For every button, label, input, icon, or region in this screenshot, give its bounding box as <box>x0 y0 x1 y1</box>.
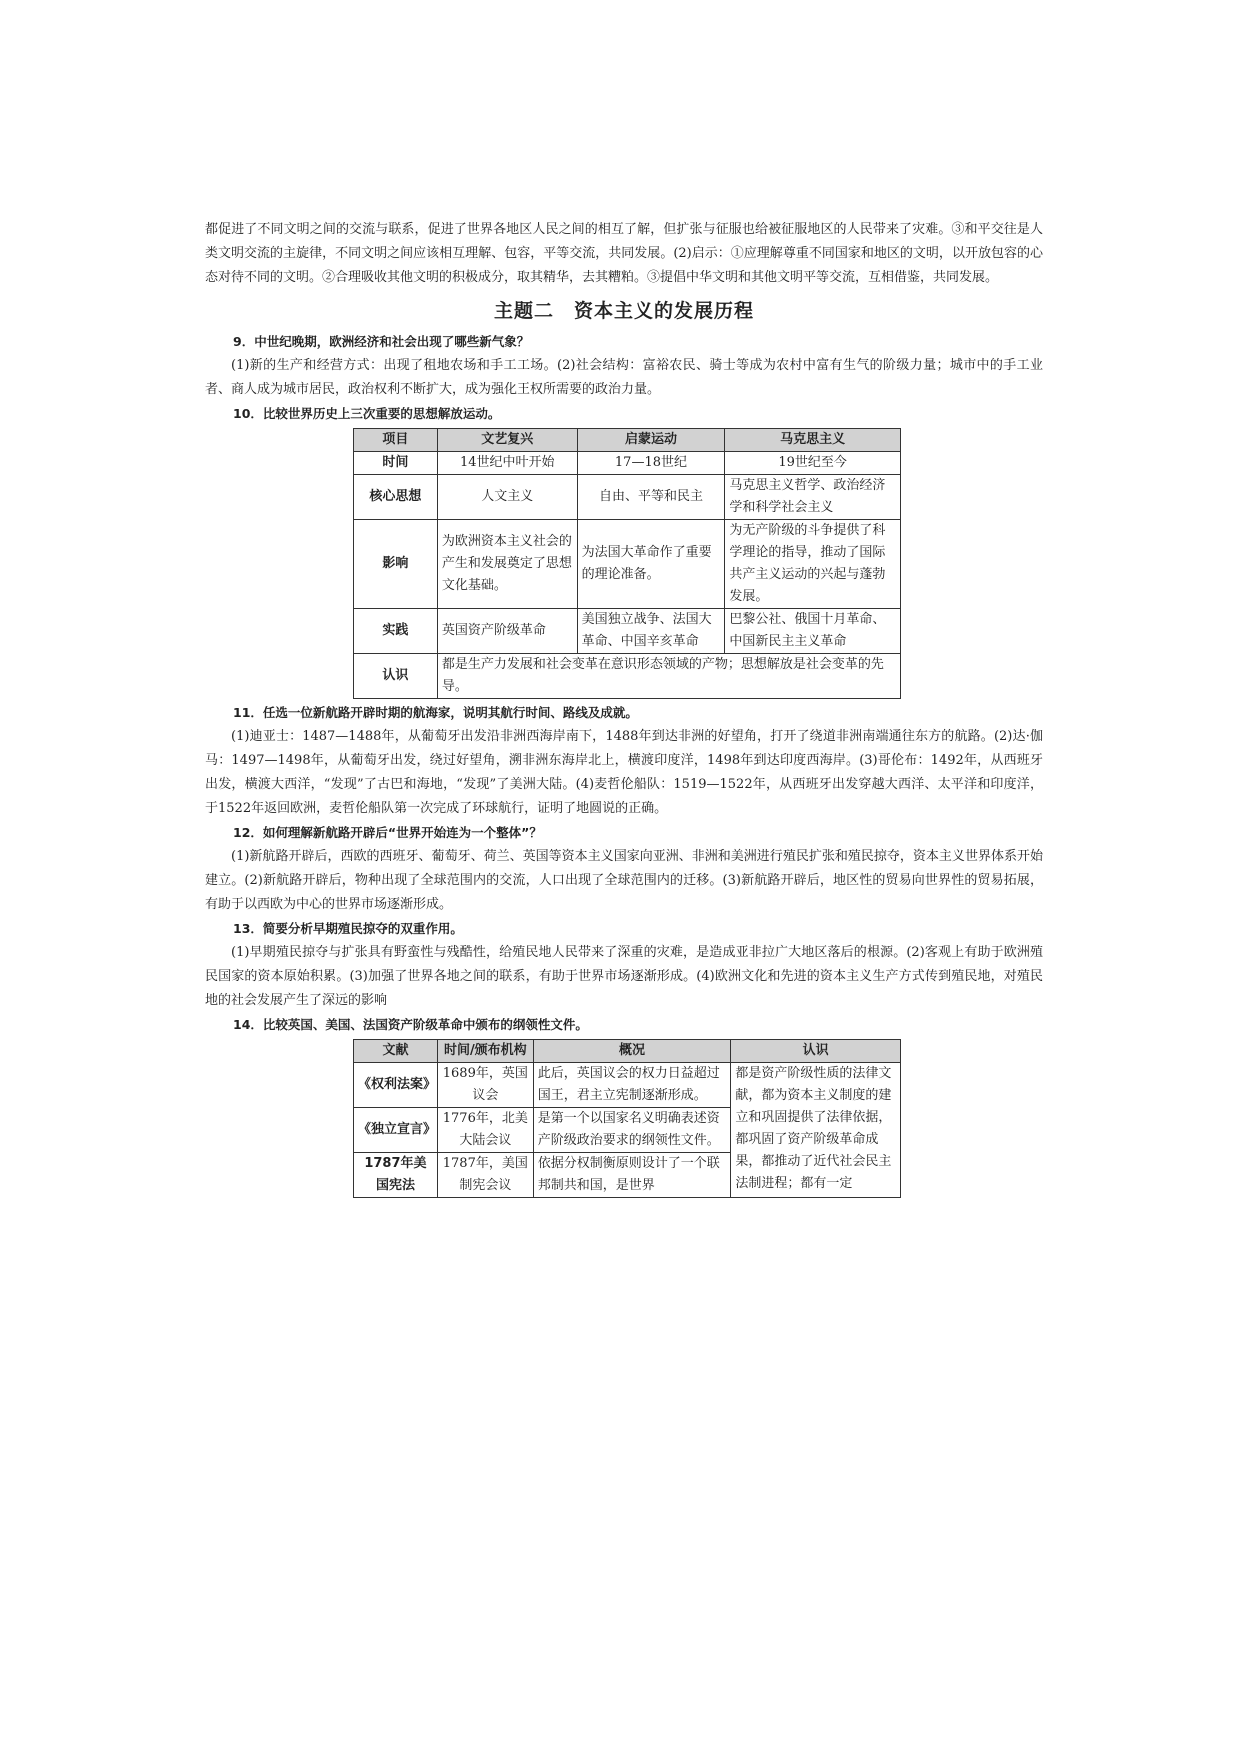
table-cell: 19世纪至今 <box>725 452 901 475</box>
table-header-row <box>354 1040 901 1063</box>
table-row <box>354 520 901 609</box>
table-cell: 都是生产力发展和社会变革在意识形态领域的产物；思想解放是社会变革的先导。 <box>437 654 900 699</box>
theme-title: 主题二 资本主义的发展历程 <box>493 300 754 322</box>
table-header: 文艺复兴 <box>437 429 577 452</box>
table-cell: 是第一个以国家名义明确表述资产阶级政治要求的纲领性文件。 <box>533 1108 731 1153</box>
question-10: 10．比较世界历史上三次重要的思想解放运动。 <box>233 406 501 421</box>
question-13: 13．简要分析早期殖民掠夺的双重作用。 <box>233 921 463 936</box>
table-cell: 1689年，英国议会 <box>437 1063 533 1108</box>
question-9: 9．中世纪晚期，欧洲经济和社会出现了哪些新气象？ <box>233 334 530 349</box>
row-label: 影响 <box>354 520 438 609</box>
intro-paragraph: 都促进了不同文明之间的交流与联系，促进了世界各地区人民之间的相互了解，但扩张与征服也给被征服地区的人民带来了灾难。③和平交往是人类文明交流的主旋律，不同文明之间应该相互理解、包容，平等交流，共同发展。(2)启示：①应理解尊重不同国家和地区的文明，以开放包容的心态对待不同的文明。②合理吸收其他文明的积极成分，取其精华，去其糟粕。③提倡中华文明和其他文明平等交流，互相借鉴，共同发展。 <box>205 222 1043 285</box>
table-row <box>354 1063 901 1108</box>
table-cell: 自由、平等和民主 <box>577 475 725 520</box>
table-cell: 此后，英国议会的权力日益超过国王，君主立宪制逐渐形成。 <box>533 1063 731 1108</box>
table-header: 启蒙运动 <box>577 429 725 452</box>
table-cell: 美国独立战争、法国大革命、中国辛亥革命 <box>577 609 725 654</box>
document-name: 1787年美国宪法 <box>354 1153 438 1198</box>
table-cell: 为欧洲资本主义社会的产生和发展奠定了思想文化基础。 <box>437 520 577 609</box>
table-cell: 依据分权制衡原则设计了一个联邦制共和国，是世界 <box>533 1153 731 1198</box>
table-cell: 14世纪中叶开始 <box>437 452 577 475</box>
table-header: 认识 <box>731 1040 901 1063</box>
table-cell: 巴黎公社、俄国十月革命、中国新民主主义革命 <box>725 609 901 654</box>
question-14: 14．比较英国、美国、法国资产阶级革命中颁布的纲领性文件。 <box>233 1017 588 1032</box>
table-row <box>354 609 901 654</box>
table-cell: 17—18世纪 <box>577 452 725 475</box>
answer-12: (1)新航路开辟后，西欧的西班牙、葡萄牙、荷兰、英国等资本主义国家向亚洲、非洲和美洲进行殖民扩张和殖民掠夺，资本主义世界体系开始建立。(2)新航路开辟后，物种出现了全球范围内的交流，人口出现了全球范围内的迁移。(3)新航路开辟后，地区性的贸易向世界性的贸易拓展，有助于以西欧为中心的世界市场逐渐形成。 <box>205 849 1043 912</box>
row-label: 认识 <box>354 654 438 699</box>
table-cell: 为无产阶级的斗争提供了科学理论的指导，推动了国际共产主义运动的兴起与蓬勃发展。 <box>725 520 901 609</box>
table-cell: 人文主义 <box>437 475 577 520</box>
table-header-row <box>354 429 901 452</box>
page-content <box>205 218 1043 1198</box>
documents-table <box>353 1039 901 1198</box>
table-row <box>354 475 901 520</box>
table-cell: 马克思主义哲学、政治经济学和科学社会主义 <box>725 475 901 520</box>
table-cell: 1787年，美国制宪会议 <box>437 1153 533 1198</box>
question-11: 11．任选一位新航路开辟时期的航海家，说明其航行时间、路线及成就。 <box>233 705 638 720</box>
table-header: 概况 <box>533 1040 731 1063</box>
table-cell: 为法国大革命作了重要的理论准备。 <box>577 520 725 609</box>
table-cell: 英国资产阶级革命 <box>437 609 577 654</box>
answer-13: (1)早期殖民掠夺与扩张具有野蛮性与残酷性，给殖民地人民带来了深重的灾难，是造成亚非拉广大地区落后的根源。(2)客观上有助于欧洲殖民国家的资本原始积累。(3)加强了世界各地之间的联系，有助于世界市场逐渐形成。(4)欧洲文化和先进的资本主义生产方式传到殖民地，对殖民地的社会发展产生了深远的影响 <box>205 945 1043 1008</box>
answer-9: (1)新的生产和经营方式：出现了租地农场和手工工场。(2)社会结构：富裕农民、骑士等成为农村中富有生气的阶级力量；城市中的手工业者、商人成为城市居民，政治权利不断扩大，成为强化王权所需要的政治力量。 <box>205 358 1043 397</box>
table-cell: 1776年，北美大陆会议 <box>437 1108 533 1153</box>
table-header: 文献 <box>354 1040 438 1063</box>
table-header: 项目 <box>354 429 438 452</box>
table-header: 时间/颁布机构 <box>437 1040 533 1063</box>
table-header: 马克思主义 <box>725 429 901 452</box>
document-name: 《权利法案》 <box>354 1063 438 1108</box>
row-label: 时间 <box>354 452 438 475</box>
table-cell: 都是资产阶级性质的法律文献，都为资本主义制度的建立和巩固提供了法律依据，都巩固了资产阶级革命成果，都推动了近代社会民主法制进程；都有一定 <box>731 1063 901 1198</box>
row-label: 核心思想 <box>354 475 438 520</box>
question-12: 12．如何理解新航路开辟后“世界开始连为一个整体”？ <box>233 825 542 840</box>
row-label: 实践 <box>354 609 438 654</box>
table-row <box>354 654 901 699</box>
table-row <box>354 452 901 475</box>
document-name: 《独立宣言》 <box>354 1108 438 1153</box>
answer-11: (1)迪亚士：1487—1488年，从葡萄牙出发沿非洲西海岸南下，1488年到达非洲的好望角，打开了绕道非洲南端通往东方的航路。(2)达·伽马：1497—1498年，从葡萄牙出发，绕过好望角，溯非洲东海岸北上，横渡印度洋，1498年到达印度西海岸。(3)哥伦布：1492年，从西班牙出发，横渡大西洋，“发现”了古巴和海地，“发现”了美洲大陆。(4)麦哲伦船队：1519—1522年，从西班牙出发穿越大西洋、太平洋和印度洋，于1522年返回欧洲，麦哲伦船队第一次完成了环球航行，证明了地圆说的正确。 <box>205 729 1043 816</box>
movements-table <box>353 428 901 699</box>
